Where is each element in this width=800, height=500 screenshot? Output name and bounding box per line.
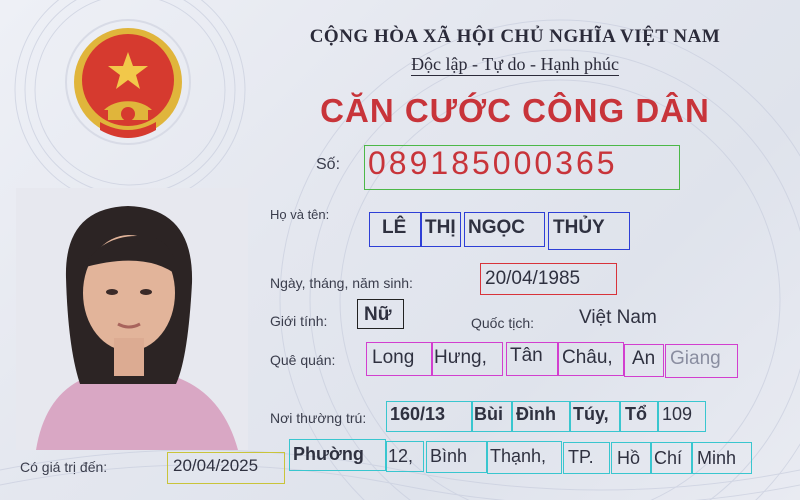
name-word-3: NGỌC bbox=[468, 217, 525, 238]
residence-line1-word-2: Bùi bbox=[474, 404, 503, 424]
residence-line2-word-4: Thạnh, bbox=[490, 446, 547, 466]
nationality-value: Việt Nam bbox=[579, 307, 657, 328]
name-label: Họ và tên: bbox=[270, 207, 330, 222]
name-word-4: THỦY bbox=[553, 217, 605, 238]
residence-line2-word-1: Phường bbox=[293, 444, 364, 464]
hometown-word-5: An bbox=[632, 348, 656, 369]
name-word-2: THỊ bbox=[425, 217, 456, 238]
card-title: CĂN CƯỚC CÔNG DÂN bbox=[320, 92, 710, 129]
republic-heading: CỘNG HÒA XÃ HỘI CHỦ NGHĨA VIỆT NAM bbox=[309, 26, 721, 47]
name-word-1: LÊ bbox=[382, 217, 407, 238]
expiry-value: 20/04/2025 bbox=[173, 456, 259, 475]
id-number: 089185000365 bbox=[368, 145, 618, 181]
residence-line1-word-6: 109 bbox=[662, 404, 693, 424]
national-emblem-icon bbox=[60, 18, 196, 154]
birth-label: Ngày, tháng, năm sinh: bbox=[270, 275, 413, 291]
portrait-photo bbox=[16, 188, 248, 450]
hometown-word-4: Châu, bbox=[562, 347, 613, 368]
residence-line2-word-2: 12, bbox=[388, 446, 414, 466]
residence-line1-word-3: Đình bbox=[516, 404, 556, 424]
hometown-label: Quê quán: bbox=[270, 352, 336, 368]
residence-line2-word-5: TP. bbox=[568, 447, 594, 467]
hometown-word-1: Long bbox=[372, 347, 415, 368]
birth-value: 20/04/1985 bbox=[485, 268, 581, 289]
motto-heading: Độc lập - Tự do - Hạnh phúc bbox=[411, 54, 619, 74]
id-number-label: Số: bbox=[316, 156, 341, 173]
expiry-label: Có giá trị đến: bbox=[20, 459, 108, 475]
residence-line1-word-5: Tổ bbox=[625, 404, 647, 424]
residence-line2-word-8: Minh bbox=[697, 448, 737, 468]
sex-value: Nữ bbox=[364, 304, 392, 325]
residence-line2-word-7: Chí bbox=[654, 448, 683, 468]
hometown-word-2: Hưng, bbox=[434, 347, 487, 368]
hometown-word-6: Giang bbox=[670, 348, 721, 369]
residence-line2-word-6: Hồ bbox=[617, 448, 641, 468]
sex-label: Giới tính: bbox=[270, 313, 328, 329]
residence-label: Nơi thường trú: bbox=[270, 410, 367, 426]
residence-line1-word-4: Túy, bbox=[573, 404, 609, 424]
hometown-word-3: Tân bbox=[510, 345, 543, 366]
residence-line2-word-3: Bình bbox=[430, 446, 468, 466]
nationality-label: Quốc tịch: bbox=[471, 315, 535, 331]
residence-line1-word-1: 160/13 bbox=[390, 404, 446, 424]
